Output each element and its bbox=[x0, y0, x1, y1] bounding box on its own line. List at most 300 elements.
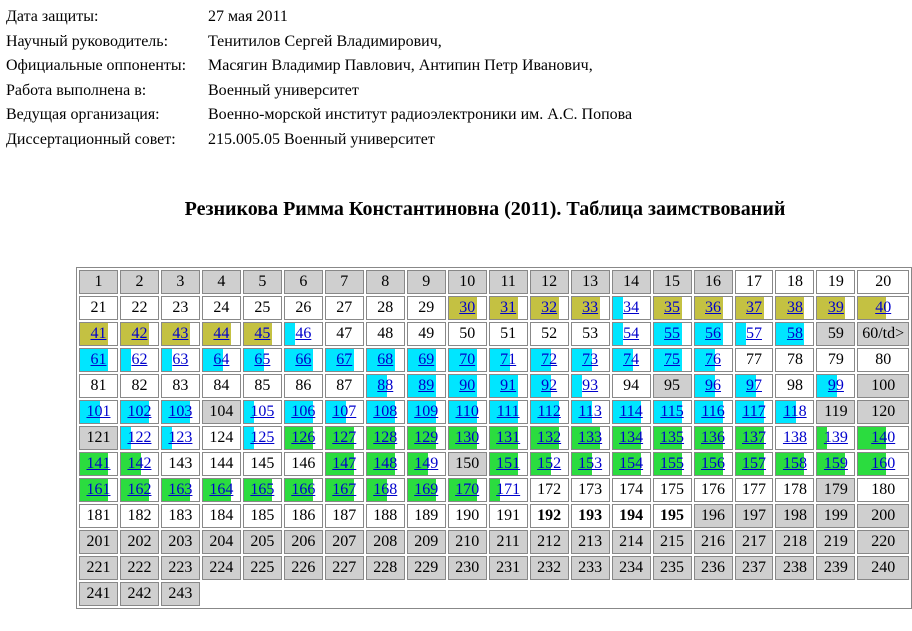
page-cell[interactable] bbox=[366, 400, 405, 424]
page-cell: 218 bbox=[775, 530, 814, 554]
page-cell: 226 bbox=[284, 556, 323, 580]
info-value: 215.005.05 Военный университет bbox=[208, 130, 435, 148]
page-cell: 47 bbox=[325, 322, 364, 346]
page-link[interactable]: 130 bbox=[455, 429, 480, 446]
page-link[interactable]: 93 bbox=[582, 377, 599, 394]
page-link[interactable]: 169 bbox=[414, 481, 439, 498]
page-cell[interactable] bbox=[448, 296, 487, 320]
page-cell[interactable] bbox=[489, 374, 528, 398]
page-cell[interactable] bbox=[407, 452, 446, 476]
page-cell: 173 bbox=[571, 478, 610, 502]
page-link[interactable]: 102 bbox=[127, 403, 152, 420]
page-cell[interactable] bbox=[284, 348, 323, 372]
page-link[interactable]: 67 bbox=[336, 351, 353, 368]
page-link[interactable]: 44 bbox=[213, 325, 230, 342]
page-cell[interactable] bbox=[120, 322, 159, 346]
page-link[interactable]: 131 bbox=[496, 429, 521, 446]
page-link[interactable]: 116 bbox=[701, 403, 725, 420]
page-link[interactable]: 162 bbox=[127, 481, 152, 498]
page-cell: 100 bbox=[857, 374, 909, 398]
page-cell[interactable] bbox=[407, 400, 446, 424]
page-cell: 243 bbox=[161, 582, 200, 606]
page-cell[interactable] bbox=[612, 296, 651, 320]
page-link[interactable]: 58 bbox=[786, 325, 803, 342]
page-cell[interactable] bbox=[79, 452, 118, 476]
page-link[interactable]: 111 bbox=[496, 403, 520, 420]
page-cell: 221 bbox=[79, 556, 118, 580]
page-link[interactable]: 61 bbox=[90, 351, 107, 368]
page-cell: 16 bbox=[694, 270, 733, 294]
page-link[interactable]: 159 bbox=[823, 455, 848, 472]
page-link[interactable]: 171 bbox=[496, 481, 521, 498]
page-cell[interactable] bbox=[530, 374, 569, 398]
page-cell[interactable] bbox=[284, 322, 323, 346]
page-link[interactable]: 140 bbox=[871, 429, 896, 446]
page-cell[interactable] bbox=[530, 400, 569, 424]
page-link[interactable]: 63 bbox=[172, 351, 189, 368]
page-cell: 176 bbox=[694, 478, 733, 502]
page-cell[interactable] bbox=[816, 452, 855, 476]
page-link[interactable]: 132 bbox=[537, 429, 562, 446]
page-link[interactable]: 37 bbox=[745, 299, 762, 316]
page-link[interactable]: 153 bbox=[578, 455, 603, 472]
page-cell[interactable] bbox=[653, 322, 692, 346]
page-cell[interactable] bbox=[816, 374, 855, 398]
page-link[interactable]: 136 bbox=[701, 429, 726, 446]
page-cell[interactable] bbox=[325, 478, 364, 502]
page-cell[interactable] bbox=[407, 348, 446, 372]
page-cell[interactable] bbox=[653, 348, 692, 372]
page-link[interactable]: 88 bbox=[377, 377, 394, 394]
page-cell: 12 bbox=[530, 270, 569, 294]
page-cell: 6 bbox=[284, 270, 323, 294]
page-cell: 232 bbox=[530, 556, 569, 580]
page-cell: 145 bbox=[243, 452, 282, 476]
page-cell[interactable] bbox=[120, 400, 159, 424]
page-cell[interactable] bbox=[571, 296, 610, 320]
page-link[interactable]: 40 bbox=[875, 299, 892, 316]
page-link[interactable]: 103 bbox=[168, 403, 193, 420]
page-cell: 21 bbox=[79, 296, 118, 320]
page-link[interactable]: 31 bbox=[500, 299, 517, 316]
page-cell[interactable] bbox=[120, 348, 159, 372]
page-cell: 143 bbox=[161, 452, 200, 476]
page-cell: 48 bbox=[366, 322, 405, 346]
page-link[interactable]: 105 bbox=[250, 403, 275, 420]
page-cell[interactable] bbox=[489, 348, 528, 372]
page-cell: 181 bbox=[79, 504, 118, 528]
page-link[interactable]: 157 bbox=[741, 455, 766, 472]
page-link[interactable]: 123 bbox=[168, 429, 193, 446]
page-cell: 241 bbox=[79, 582, 118, 606]
page-cell[interactable] bbox=[571, 426, 610, 450]
page-cell[interactable] bbox=[243, 400, 282, 424]
page-link[interactable]: 128 bbox=[373, 429, 398, 446]
page-cell[interactable] bbox=[366, 348, 405, 372]
page-cell: 20 bbox=[857, 270, 909, 294]
page-link[interactable]: 96 bbox=[705, 377, 722, 394]
page-cell: 200 bbox=[857, 504, 909, 528]
page-cell: 80 bbox=[857, 348, 909, 372]
page-cell: 184 bbox=[202, 504, 241, 528]
page-cell[interactable] bbox=[530, 426, 569, 450]
page-cell[interactable] bbox=[653, 452, 692, 476]
page-cell: 224 bbox=[202, 556, 241, 580]
page-cell[interactable] bbox=[366, 426, 405, 450]
page-link[interactable]: 161 bbox=[86, 481, 111, 498]
page-cell[interactable] bbox=[202, 478, 241, 502]
page-cell: 28 bbox=[366, 296, 405, 320]
page-link[interactable]: 113 bbox=[578, 403, 602, 420]
page-cell[interactable] bbox=[775, 322, 814, 346]
page-cell[interactable] bbox=[694, 452, 733, 476]
page-link[interactable]: 167 bbox=[332, 481, 357, 498]
page-cell[interactable] bbox=[612, 348, 651, 372]
page-cell[interactable] bbox=[79, 348, 118, 372]
page-cell: 187 bbox=[325, 504, 364, 528]
page-cell[interactable] bbox=[735, 426, 774, 450]
page-cell[interactable] bbox=[202, 348, 241, 372]
page-link[interactable]: 46 bbox=[295, 325, 312, 342]
page-cell[interactable] bbox=[612, 452, 651, 476]
page-cell[interactable] bbox=[571, 452, 610, 476]
table-row bbox=[79, 374, 909, 398]
page-link[interactable]: 70 bbox=[459, 351, 476, 368]
page-cell: 24 bbox=[202, 296, 241, 320]
page-cell: 235 bbox=[653, 556, 692, 580]
page-link[interactable]: 65 bbox=[254, 351, 271, 368]
page-link[interactable]: 160 bbox=[871, 455, 896, 472]
page-cell[interactable] bbox=[571, 348, 610, 372]
page-link[interactable]: 55 bbox=[664, 325, 681, 342]
page-cell: 10 bbox=[448, 270, 487, 294]
page-cell: 198 bbox=[775, 504, 814, 528]
page-cell: 15 bbox=[653, 270, 692, 294]
page-cell: 227 bbox=[325, 556, 364, 580]
page-cell[interactable] bbox=[612, 322, 651, 346]
page-link[interactable]: 32 bbox=[541, 299, 558, 316]
page-link[interactable]: 36 bbox=[705, 299, 722, 316]
page-cell[interactable] bbox=[161, 426, 200, 450]
page-link[interactable]: 97 bbox=[745, 377, 762, 394]
page-cell[interactable] bbox=[530, 452, 569, 476]
page-cell[interactable] bbox=[120, 452, 159, 476]
page-cell[interactable] bbox=[612, 426, 651, 450]
page-cell[interactable] bbox=[735, 296, 774, 320]
page-cell[interactable] bbox=[694, 296, 733, 320]
page-link[interactable]: 91 bbox=[500, 377, 517, 394]
page-cell: 78 bbox=[775, 348, 814, 372]
page-cell[interactable] bbox=[161, 400, 200, 424]
page-cell[interactable] bbox=[161, 322, 200, 346]
page-link[interactable]: 43 bbox=[172, 325, 189, 342]
page-link[interactable]: 69 bbox=[418, 351, 435, 368]
page-cell: 119 bbox=[816, 400, 855, 424]
page-link[interactable]: 112 bbox=[537, 403, 561, 420]
page-link[interactable]: 90 bbox=[459, 377, 476, 394]
page-link[interactable]: 156 bbox=[701, 455, 726, 472]
page-cell[interactable] bbox=[489, 478, 528, 502]
page-link[interactable]: 99 bbox=[827, 377, 844, 394]
page-cell[interactable] bbox=[407, 374, 446, 398]
page-cell: 219 bbox=[816, 530, 855, 554]
page-cell: 50 bbox=[448, 322, 487, 346]
page-link[interactable]: 68 bbox=[377, 351, 394, 368]
page-cell[interactable] bbox=[448, 374, 487, 398]
page-cell[interactable] bbox=[325, 348, 364, 372]
page-cell[interactable] bbox=[571, 400, 610, 424]
page-cell[interactable] bbox=[202, 322, 241, 346]
page-cell[interactable] bbox=[857, 296, 909, 320]
page-cell: 202 bbox=[120, 530, 159, 554]
page-cell[interactable] bbox=[694, 374, 733, 398]
table-row bbox=[79, 452, 909, 476]
page-link[interactable]: 147 bbox=[332, 455, 357, 472]
page-link[interactable]: 117 bbox=[742, 403, 766, 420]
page-cell[interactable] bbox=[284, 426, 323, 450]
page-link[interactable]: 129 bbox=[414, 429, 439, 446]
page-cell[interactable] bbox=[284, 400, 323, 424]
page-cell: 196 bbox=[694, 504, 733, 528]
page-link[interactable]: 73 bbox=[582, 351, 599, 368]
page-cell[interactable] bbox=[243, 478, 282, 502]
page-link[interactable]: 126 bbox=[291, 429, 316, 446]
page-cell: 209 bbox=[407, 530, 446, 554]
page-cell: 177 bbox=[735, 478, 774, 502]
table-row bbox=[79, 478, 909, 502]
page-cell[interactable] bbox=[694, 426, 733, 450]
page-cell: 234 bbox=[612, 556, 651, 580]
page-link[interactable]: 168 bbox=[373, 481, 398, 498]
info-value: 27 мая 2011 bbox=[208, 8, 288, 26]
page-link[interactable]: 92 bbox=[541, 377, 558, 394]
page-link[interactable]: 109 bbox=[414, 403, 439, 420]
page-link[interactable]: 170 bbox=[455, 481, 480, 498]
page-cell[interactable] bbox=[816, 426, 855, 450]
page-link[interactable]: 114 bbox=[619, 403, 643, 420]
page-cell: 192 bbox=[530, 504, 569, 528]
page-link[interactable]: 56 bbox=[705, 325, 722, 342]
page-cell[interactable] bbox=[816, 296, 855, 320]
page-link[interactable]: 166 bbox=[291, 481, 316, 498]
page-cell[interactable] bbox=[735, 374, 774, 398]
page-cell[interactable] bbox=[694, 400, 733, 424]
page-cell: 175 bbox=[653, 478, 692, 502]
page-link[interactable]: 34 bbox=[623, 299, 640, 316]
page-cell: 190 bbox=[448, 504, 487, 528]
page-link[interactable]: 38 bbox=[786, 299, 803, 316]
page-link[interactable]: 72 bbox=[541, 351, 558, 368]
page-link[interactable]: 154 bbox=[619, 455, 644, 472]
page-cell: 77 bbox=[735, 348, 774, 372]
page-cell: 211 bbox=[489, 530, 528, 554]
page-cell: 191 bbox=[489, 504, 528, 528]
page-link[interactable]: 139 bbox=[823, 429, 848, 446]
page-cell[interactable] bbox=[530, 348, 569, 372]
page-cell[interactable] bbox=[79, 478, 118, 502]
page-cell[interactable] bbox=[571, 374, 610, 398]
page-cell[interactable] bbox=[489, 296, 528, 320]
page-link[interactable]: 64 bbox=[213, 351, 230, 368]
page-link[interactable]: 127 bbox=[332, 429, 357, 446]
page-cell: 18 bbox=[775, 270, 814, 294]
page-cell[interactable] bbox=[161, 348, 200, 372]
page-link[interactable]: 148 bbox=[373, 455, 398, 472]
page-link[interactable]: 62 bbox=[131, 351, 148, 368]
page-link[interactable]: 110 bbox=[455, 403, 479, 420]
page-link[interactable]: 57 bbox=[745, 325, 762, 342]
page-cell[interactable] bbox=[284, 478, 323, 502]
page-cell[interactable] bbox=[120, 426, 159, 450]
page-cell: 237 bbox=[735, 556, 774, 580]
info-row bbox=[6, 54, 632, 79]
page-cell[interactable] bbox=[325, 400, 364, 424]
page-cell[interactable] bbox=[366, 452, 405, 476]
page-cell: 120 bbox=[857, 400, 909, 424]
page-link[interactable]: 137 bbox=[741, 429, 766, 446]
page-link[interactable]: 135 bbox=[660, 429, 685, 446]
page-cell: 179 bbox=[816, 478, 855, 502]
page-link[interactable]: 71 bbox=[500, 351, 517, 368]
page-link[interactable]: 89 bbox=[418, 377, 435, 394]
page-link[interactable]: 54 bbox=[623, 325, 640, 342]
page-link[interactable]: 107 bbox=[332, 403, 357, 420]
page-cell[interactable] bbox=[775, 296, 814, 320]
page-cell: 95 bbox=[653, 374, 692, 398]
page-cell: 2 bbox=[120, 270, 159, 294]
page-cell[interactable] bbox=[694, 348, 733, 372]
page-cell: 195 bbox=[653, 504, 692, 528]
page-cell: 225 bbox=[243, 556, 282, 580]
page-cell[interactable] bbox=[653, 426, 692, 450]
page-link[interactable]: 152 bbox=[537, 455, 562, 472]
page-cell: 205 bbox=[243, 530, 282, 554]
page-link[interactable]: 155 bbox=[660, 455, 685, 472]
page-link[interactable]: 142 bbox=[127, 455, 152, 472]
page-cell: 228 bbox=[366, 556, 405, 580]
page-cell[interactable] bbox=[775, 452, 814, 476]
page-link[interactable]: 66 bbox=[295, 351, 312, 368]
info-value: Военно-морской институт радиоэлектроники им. А.С. Попова bbox=[208, 106, 633, 124]
page-link[interactable]: 74 bbox=[623, 351, 640, 368]
page-cell[interactable] bbox=[735, 452, 774, 476]
page-cell[interactable] bbox=[448, 400, 487, 424]
page-link[interactable]: 76 bbox=[705, 351, 722, 368]
page-cell[interactable] bbox=[735, 322, 774, 346]
page-cell[interactable] bbox=[735, 400, 774, 424]
page-cell[interactable] bbox=[857, 452, 909, 476]
page-cell[interactable] bbox=[325, 452, 364, 476]
page-link[interactable]: 158 bbox=[782, 455, 807, 472]
page-cell[interactable] bbox=[694, 322, 733, 346]
page-cell: 49 bbox=[407, 322, 446, 346]
page-cell: 180 bbox=[857, 478, 909, 502]
page-link[interactable]: 151 bbox=[496, 455, 521, 472]
page-link[interactable]: 125 bbox=[250, 429, 275, 446]
page-cell: 174 bbox=[612, 478, 651, 502]
page-link[interactable]: 163 bbox=[168, 481, 193, 498]
page-cell[interactable] bbox=[366, 478, 405, 502]
page-cell[interactable] bbox=[448, 478, 487, 502]
page-cell: 229 bbox=[407, 556, 446, 580]
page-cell[interactable] bbox=[161, 478, 200, 502]
page-cell[interactable] bbox=[366, 374, 405, 398]
page-title: Резникова Римма Константиновна (2011). Таблица заимствований bbox=[184, 198, 786, 220]
page-link[interactable]: 122 bbox=[127, 429, 152, 446]
page-link[interactable]: 141 bbox=[86, 455, 111, 472]
page-cell[interactable] bbox=[489, 452, 528, 476]
page-cell: 186 bbox=[284, 504, 323, 528]
page-cell[interactable] bbox=[325, 426, 364, 450]
page-link[interactable]: 39 bbox=[827, 299, 844, 316]
page-cell[interactable] bbox=[448, 348, 487, 372]
page-cell[interactable] bbox=[243, 322, 282, 346]
page-cell: 213 bbox=[571, 530, 610, 554]
page-cell[interactable] bbox=[489, 400, 528, 424]
page-cell: 60/td> bbox=[857, 322, 909, 346]
page-cell[interactable] bbox=[79, 322, 118, 346]
page-cell: 242 bbox=[120, 582, 159, 606]
page-link[interactable]: 42 bbox=[131, 325, 148, 342]
page-cell: 4 bbox=[202, 270, 241, 294]
info-value: Тенитилов Сергей Владимирович, bbox=[208, 32, 442, 50]
page-link[interactable]: 164 bbox=[209, 481, 234, 498]
page-link[interactable]: 134 bbox=[619, 429, 644, 446]
page-link[interactable]: 138 bbox=[782, 429, 807, 446]
page-link[interactable]: 35 bbox=[664, 299, 681, 316]
page-cell: 182 bbox=[120, 504, 159, 528]
page-link[interactable]: 101 bbox=[86, 403, 111, 420]
page-cell: 59 bbox=[816, 322, 855, 346]
page-link[interactable]: 33 bbox=[582, 299, 599, 316]
page-cell: 104 bbox=[202, 400, 241, 424]
page-cell[interactable] bbox=[120, 478, 159, 502]
page-cell[interactable] bbox=[857, 426, 909, 450]
page-cell[interactable] bbox=[243, 348, 282, 372]
page-link[interactable]: 106 bbox=[291, 403, 316, 420]
page-cell: 9 bbox=[407, 270, 446, 294]
page-cell[interactable] bbox=[243, 426, 282, 450]
page-link[interactable]: 133 bbox=[578, 429, 603, 446]
page-cell[interactable] bbox=[448, 426, 487, 450]
page-link[interactable]: 41 bbox=[90, 325, 107, 342]
page-cell[interactable] bbox=[612, 400, 651, 424]
page-cell[interactable] bbox=[79, 400, 118, 424]
info-label: Дата защиты: bbox=[6, 8, 99, 26]
page-link[interactable]: 118 bbox=[783, 403, 807, 420]
page-cell[interactable] bbox=[407, 426, 446, 450]
page-link[interactable]: 108 bbox=[373, 403, 398, 420]
page-cell: 172 bbox=[530, 478, 569, 502]
table-row bbox=[79, 270, 909, 294]
page-link[interactable]: 149 bbox=[414, 455, 439, 472]
page-link[interactable]: 30 bbox=[459, 299, 476, 316]
page-cell[interactable] bbox=[653, 296, 692, 320]
page-cell[interactable] bbox=[653, 400, 692, 424]
page-link[interactable]: 165 bbox=[250, 481, 275, 498]
page-cell: 231 bbox=[489, 556, 528, 580]
page-cell[interactable] bbox=[775, 400, 814, 424]
page-link[interactable]: 45 bbox=[254, 325, 271, 342]
page-cell[interactable] bbox=[530, 296, 569, 320]
page-cell: 236 bbox=[694, 556, 733, 580]
page-cell[interactable] bbox=[407, 478, 446, 502]
page-link[interactable]: 115 bbox=[660, 403, 684, 420]
table-row bbox=[79, 296, 909, 320]
page-cell[interactable] bbox=[489, 426, 528, 450]
page-cell[interactable] bbox=[775, 426, 814, 450]
page-link[interactable]: 75 bbox=[664, 351, 681, 368]
